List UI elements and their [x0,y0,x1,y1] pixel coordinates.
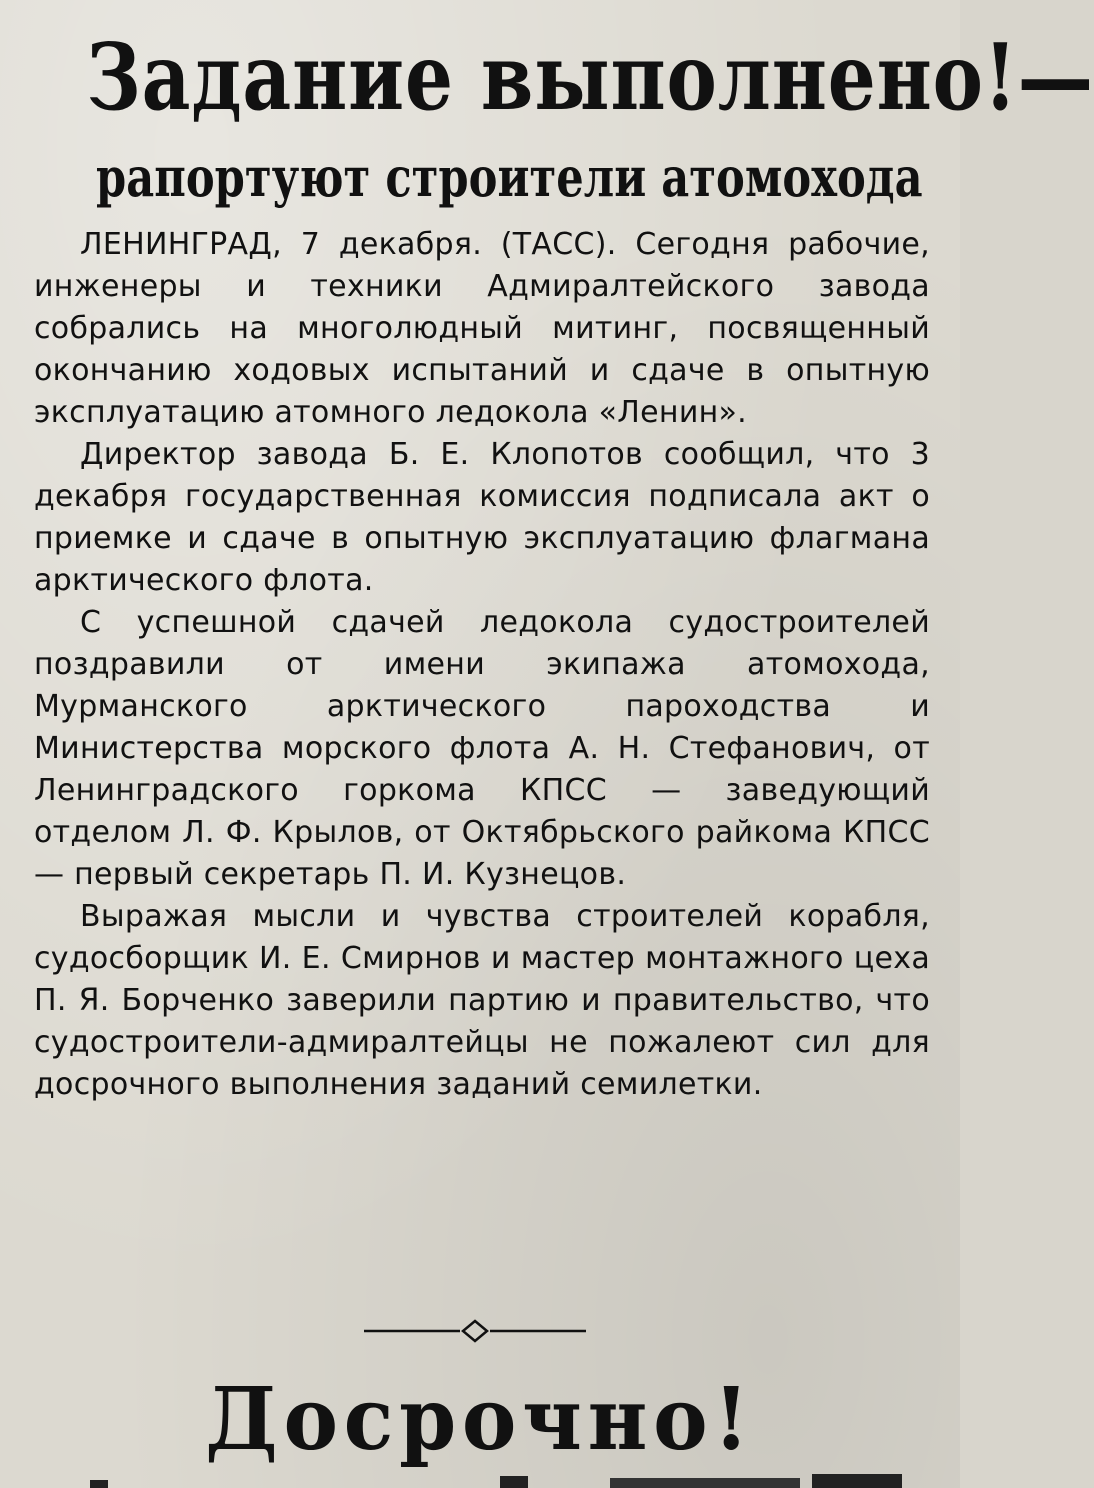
article-paragraph: Выражая мысли и чувства строителей корабля, судосборщик И. Е. Смирнов и мастер монтажного цеха П. Я. Борченко заверили партию и правительство, что судостроители-адмиралтейцы не пожалеют сил для досрочного выполнения заданий семилетки. [34,899,930,1102]
article-paragraph: Директор завода Б. Е. Клопотов сообщил, что 3 декабря государственная комиссия подписала акт о приемке и сдаче в опытную эксплуатацию флагмана арктического флота. [34,437,930,598]
diamond-rule-icon [364,1316,586,1346]
subheadline: рапортуют строители атомохода [96,145,923,209]
cropped-text-fragment [0,1470,960,1488]
article-paragraph: С успешной сдачей ледокола судостроителей поздравили от имени экипажа атомохода, Мурманского арктического пароходства и Министерства морского флота А. Н. Стефанович, от Ленинградского горкома КПСС — заведующий отделом Л. Ф. Крылов, от Октябрьского райкома КПСС — первый секретарь П. И. Кузнецов. [34,605,930,892]
article-paragraph: ЛЕНИНГРАД, 7 декабря. (ТАСС). Сегодня рабочие, инженеры и техники Адмиралтейского завода собрались на многолюдный митинг, посвященный окончанию ходовых испытаний и сдаче в опытную эксплуатацию атомного ледокола «Ленин». [34,227,930,430]
headline: Задание выполнено!— [86,23,1094,131]
article-body [34,224,930,1106]
bottom-headline: Досрочно! [205,1369,755,1470]
